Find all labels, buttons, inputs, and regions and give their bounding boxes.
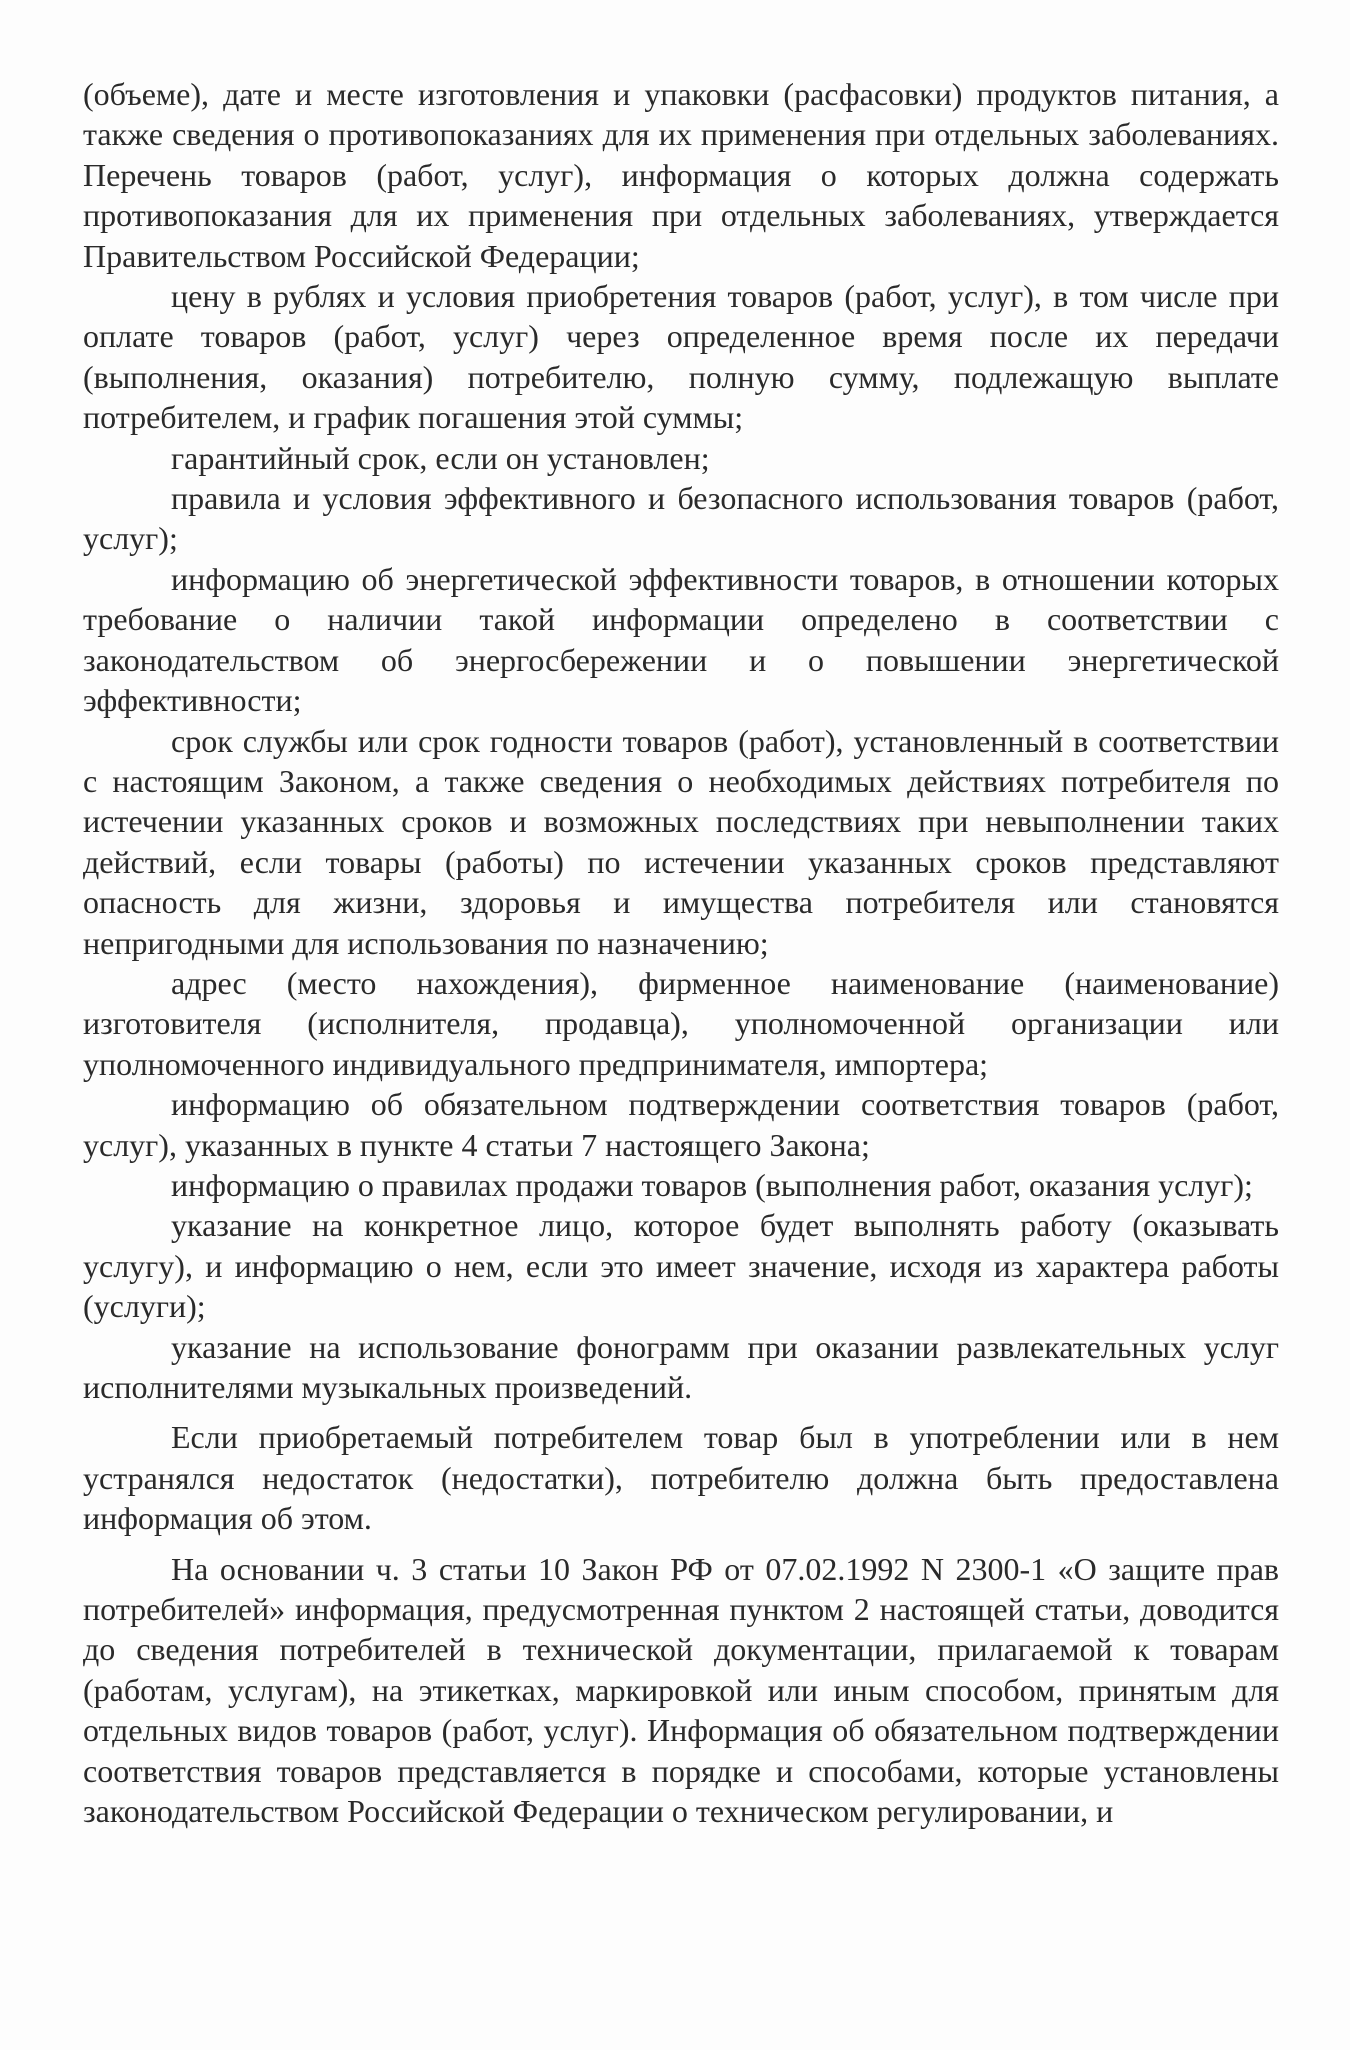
- paragraph-specific-person: указание на конкретное лицо, которое будет выполнять работу (оказывать услугу), и информацию о нем, если это имеет значение, исходя из характера работы (услуги);: [83, 1207, 1279, 1325]
- document-body: [83, 74, 1279, 1831]
- paragraph-service-life: срок службы или срок годности товаров (работ), установленный в соответствии с настоящим Законом, а также сведения о необходимых действиях потребителя по истечении указанных сроков и возможных последствиях при невыполнении таких действий, если товары (работы) по истечении указанных сроков представляют опасность для жизни, здоровья и имущества потребителя или становятся непригодными для использования по назначению;: [83, 722, 1279, 961]
- paragraph-used-goods: Если приобретаемый потребителем товар был в употреблении или в нем устранялся недостаток (недостатки), потребителю должна быть предоставлена информация об этом.: [83, 1419, 1279, 1537]
- paragraph-price: цену в рублях и условия приобретения товаров (работ, услуг), в том числе при оплате товаров (работ, услуг) через определенное время после их передачи (выполнения, оказания) потребителю, полную сумму, подлежащую выплате потребителем, и график погашения этой суммы;: [83, 278, 1279, 436]
- paragraph-conformity: информацию об обязательном подтверждении соответствия товаров (работ, услуг), указанных в пункте 4 статьи 7 настоящего Закона;: [83, 1086, 1279, 1163]
- paragraph-energy-efficiency: информацию об энергетической эффективности товаров, в отношении которых требование о наличии такой информации определено в соответствии с законодательством об энергосбережении и о повышении энергетической эффективности;: [83, 560, 1279, 719]
- paragraph-usage-rules: правила и условия эффективного и безопасного использования товаров (работ, услуг);: [83, 480, 1279, 557]
- paragraph-sales-rules: информацию о правилах продажи товаров (выполнения работ, оказания услуг);: [171, 1166, 1253, 1203]
- paragraph-warranty: гарантийный срок, если он установлен;: [171, 439, 710, 476]
- paragraph-address: адрес (место нахождения), фирменное наименование (наименование) изготовителя (исполнителя, продавца), уполномоченной организации или уполномоченного индивидуального предпринимателя, импортера;: [83, 964, 1279, 1082]
- paragraph-article-10: На основании ч. 3 статьи 10 Закон РФ от 07.02.1992 N 2300-1 «О защите прав потребителей» информация, предусмотренная пунктом 2 настоящей статьи, доводится до сведения потребителей в технической документации, прилагаемой к товарам (работам, услугам), на этикетках, маркировкой или иным способом, принятым для отдельных видов товаров (работ, услуг). Информация об обязательном подтверждении соответствия товаров представляется в порядке и способами, которые установлены законодательством Российской Федерации о техническом регулировании, и: [83, 1550, 1279, 1830]
- paragraph-continuation: (объеме), дате и месте изготовления и упаковки (расфасовки) продуктов питания, а также сведения о противопоказаниях для их применения при отдельных заболеваниях. Перечень товаров (работ, услуг), информация о которых должна содержать противопоказания для их применения при отдельных заболеваниях, утверждается Правительством Российской Федерации;: [83, 76, 1279, 274]
- paragraph-phonograms: указание на использование фонограмм при оказании развлекательных услуг исполнителями музыкальных произведений.: [83, 1328, 1279, 1405]
